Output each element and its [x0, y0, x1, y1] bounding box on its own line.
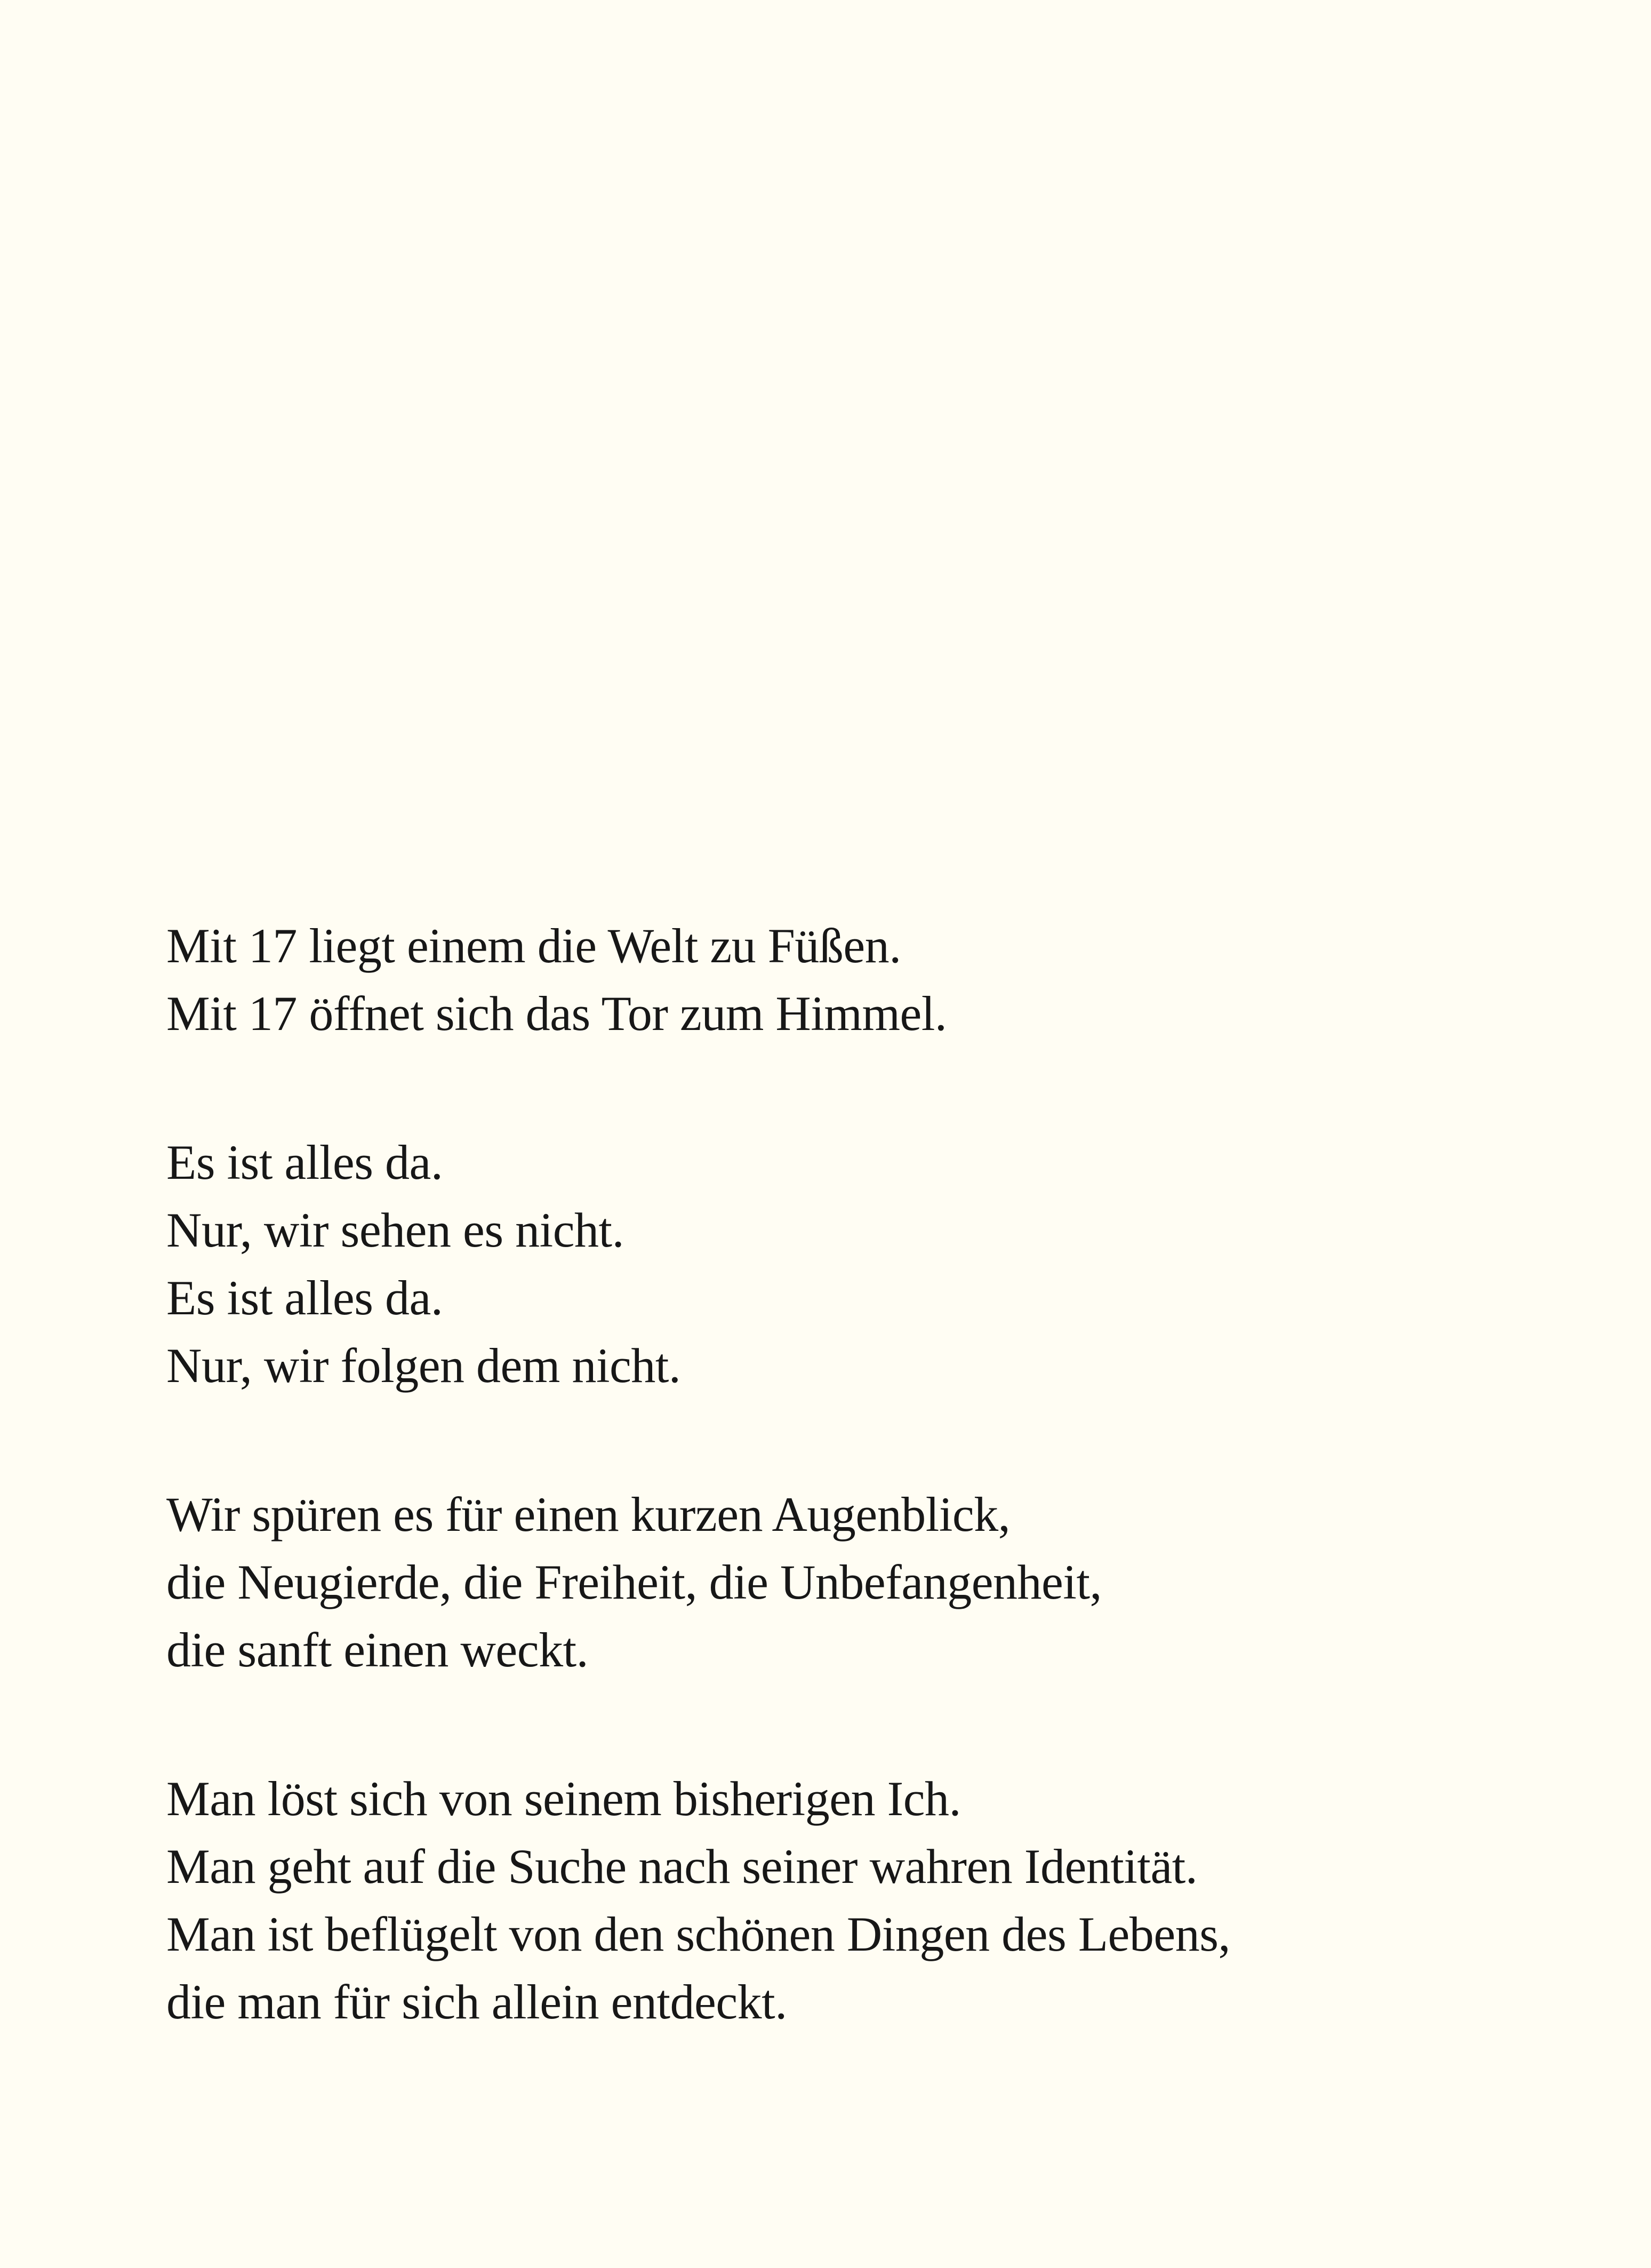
poem-line: Mit 17 öffnet sich das Tor zum Himmel.: [166, 986, 947, 1041]
poem-line: Es ist alles da.: [166, 1135, 443, 1189]
poem-line: Man geht auf die Suche nach seiner wahren Identität.: [166, 1839, 1198, 1894]
poem-line: Nur, wir folgen dem nicht.: [166, 1338, 681, 1393]
stanza-3: [166, 1481, 1553, 1684]
poem-line: Wir spüren es für einen kurzen Augenblick,: [166, 1487, 1011, 1542]
poem-line: Nur, wir sehen es nicht.: [166, 1203, 624, 1257]
poem-line: Man löst sich von seinem bisherigen Ich.: [166, 1771, 961, 1826]
poem-line: Mit 17 liegt einem die Welt zu Füßen.: [166, 919, 901, 973]
stanza-4: [166, 1765, 1553, 2036]
poem-line: die man für sich allein entdeckt.: [166, 1975, 787, 2029]
poem-line: Es ist alles da.: [166, 1271, 443, 1325]
poem-line: Man ist beflügelt von den schönen Dingen des Lebens,: [166, 1907, 1230, 1961]
poem-line: die Neugierde, die Freiheit, die Unbefangenheit,: [166, 1555, 1102, 1609]
stanza-1: [166, 912, 1553, 1048]
poem-body: [166, 912, 1553, 2036]
stanza-2: [166, 1129, 1553, 1400]
poem-line: die sanft einen weckt.: [166, 1623, 589, 1677]
